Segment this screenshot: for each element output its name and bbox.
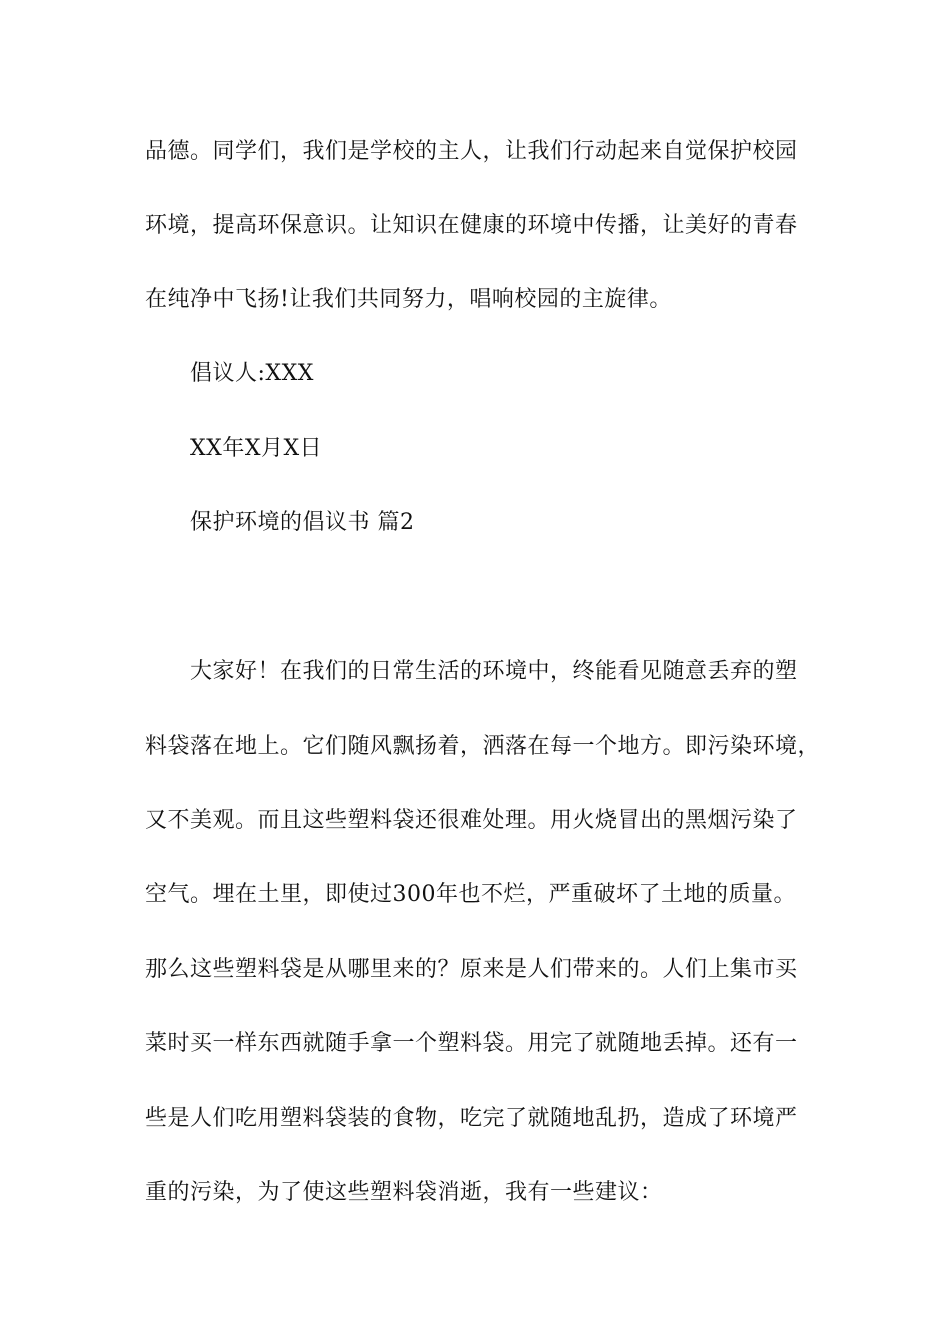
paragraph-line: 那么这些塑料袋是从哪里来的？原来是人们带来的。人们上集市买 bbox=[145, 957, 798, 982]
paragraph-line: 环境，提高环保意识。让知识在健康的环境中传播，让美好的青春 bbox=[145, 213, 798, 238]
section-title: 保护环境的倡议书 篇2 bbox=[190, 510, 415, 535]
paragraph-line: 料袋落在地上。它们随风飘扬着，洒落在每一个地方。即污染环境， bbox=[145, 734, 821, 759]
paragraph-line: 菜时买一样东西就随手拿一个塑料袋。用完了就随地丢掉。还有一 bbox=[145, 1031, 798, 1056]
paragraph-line: 大家好！在我们的日常生活的环境中，终能看见随意丢弃的塑 bbox=[190, 659, 798, 684]
paragraph-line: 品德。同学们，我们是学校的主人，让我们行动起来自觉保护校园 bbox=[145, 139, 798, 164]
paragraph-line: 重的污染，为了使这些塑料袋消逝，我有一些建议： bbox=[145, 1180, 663, 1205]
paragraph-line: 在纯净中飞扬!让我们共同努力，唱响校园的主旋律。 bbox=[145, 287, 672, 312]
paragraph-line: 空气。埋在土里，即使过300年也不烂，严重破坏了土地的质量。 bbox=[145, 882, 796, 907]
signature: 倡议人:XXX bbox=[190, 361, 314, 386]
paragraph-line: 又不美观。而且这些塑料袋还很难处理。用火烧冒出的黑烟污染了 bbox=[145, 808, 798, 833]
date: XX年X月X日 bbox=[190, 436, 323, 461]
paragraph-line: 些是人们吃用塑料袋装的食物，吃完了就随地乱扔，造成了环境严 bbox=[145, 1106, 798, 1131]
